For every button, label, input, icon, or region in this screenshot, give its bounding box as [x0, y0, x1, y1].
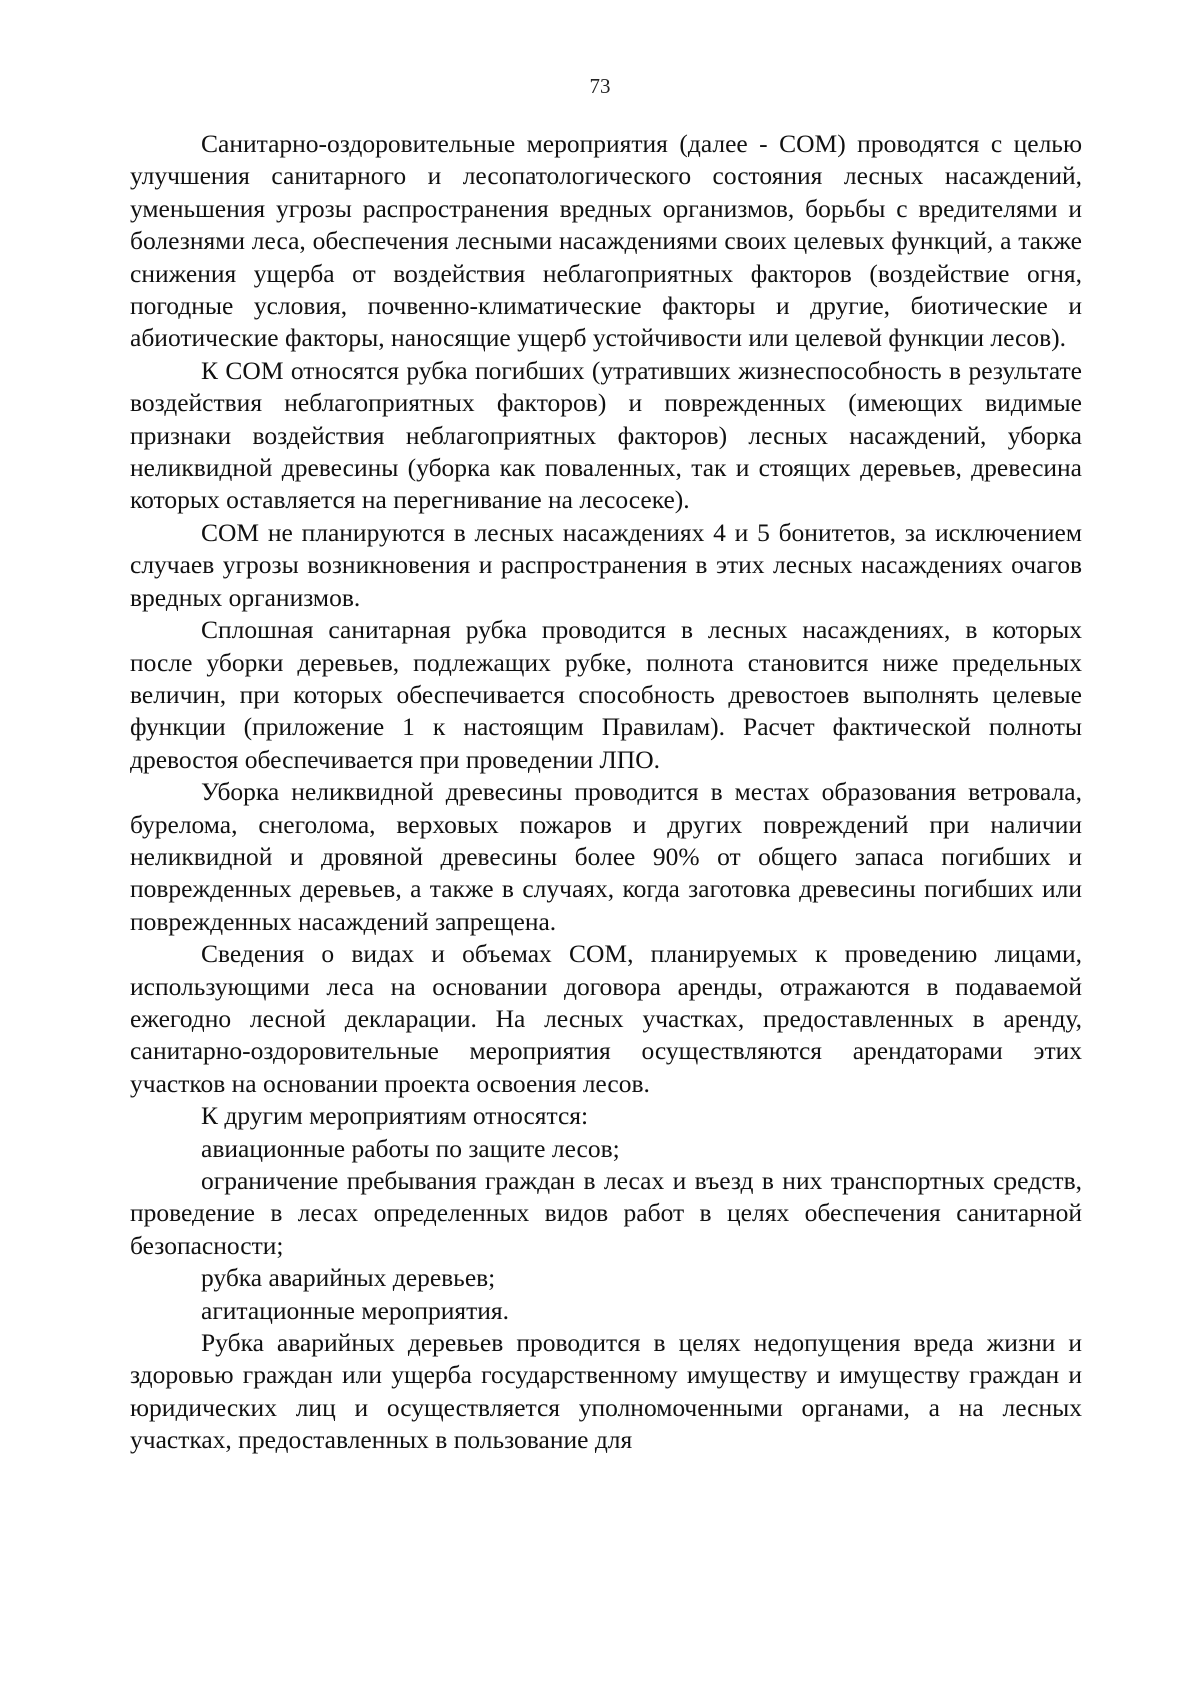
paragraph-unmerchantable-wood: Уборка неликвидной древесины проводится в местах образования ветровала, бурелома, снеголома, верховых пожаров и других повреждений при наличии неликвидной и дровяной древесины более 90% от общего запаса погибших и поврежденных деревьев, а также в случаях, когда заготовка древесины погибших или поврежденных насаждений запрещена. — [130, 777, 1082, 936]
paragraph-clear-sanitary-felling: Сплошная санитарная рубка проводится в лесных насаждениях, в которых после уборки деревьев, подлежащих рубке, полнота становится ниже предельных величин, при которых обеспечивается способность древостоев выполнять целевые функции (приложение 1 к настоящим Правилам). Расчет фактической полноты древостоя обеспечивается при проведении ЛПО. — [130, 615, 1082, 774]
list-item: авиационные работы по защите лесов; — [201, 1133, 620, 1163]
paragraph-som-includes: К СОМ относятся рубка погибших (утративших жизнеспособность в результате воздействия неблагоприятных факторов) и поврежденных (имеющих видимые признаки воздействия неблагоприятных факторов) лесных насаждений, уборка неликвидной древесины (уборка как поваленных, так и стоящих деревьев, древесина которых оставляется на перегнивание на лесосеке). — [130, 355, 1082, 515]
page-number: 73 — [589, 74, 611, 98]
paragraph-hazard-tree-felling: Рубка аварийных деревьев проводится в целях недопущения вреда жизни и здоровью граждан или ущерба государственному имуществу и имуществу граждан и юридических лиц и осуществляется уполномоченными органами, а на лесных участках, предоставленных в пользование для — [130, 1328, 1082, 1455]
paragraph-other-measures-intro: К другим мероприятиям относятся: — [201, 1101, 589, 1131]
list-item: агитационные мероприятия. — [201, 1295, 509, 1325]
paragraph-som-definition: Санитарно-оздоровительные мероприятия (далее - СОМ) проводятся с целью улучшения санитарного и лесопатологического состояния лесных насаждений, уменьшения угрозы распространения вредных организмов, борьбы с вредителями и болезнями леса, обеспечения лесными насаждениями своих целевых функций, а также снижения ущерба от воздействия неблагоприятных факторов (воздействие огня, погодные условия, почвенно-климатические факторы и другие, биотические и абиотические факторы, наносящие ущерб устойчивости или целевой функции лесов). — [130, 129, 1082, 353]
paragraph-som-not-planned: СОМ не планируются в лесных насаждениях 4 и 5 бонитетов, за исключением случаев угрозы возникновения и распространения в этих лесных насаждениях очагов вредных организмов. — [130, 517, 1082, 612]
paragraph-som-lease-info: Сведения о видах и объемах СОМ, планируемых к проведению лицами, использующими леса на основании договора аренды, отражаются в подаваемой ежегодно лесной декларации. На лесных участках, предоставленных в аренду, санитарно-оздоровительные мероприятия осуществляются арендаторами этих участков на основании проекта освоения лесов. — [130, 939, 1082, 1098]
body-text — [130, 128, 1082, 1457]
list-item: ограничение пребывания граждан в лесах и въезд в них транспортных средств, проведение в лесах определенных видов работ в целях обеспечения санитарной безопасности; — [130, 1166, 1082, 1260]
list-item: рубка аварийных деревьев; — [201, 1263, 496, 1293]
